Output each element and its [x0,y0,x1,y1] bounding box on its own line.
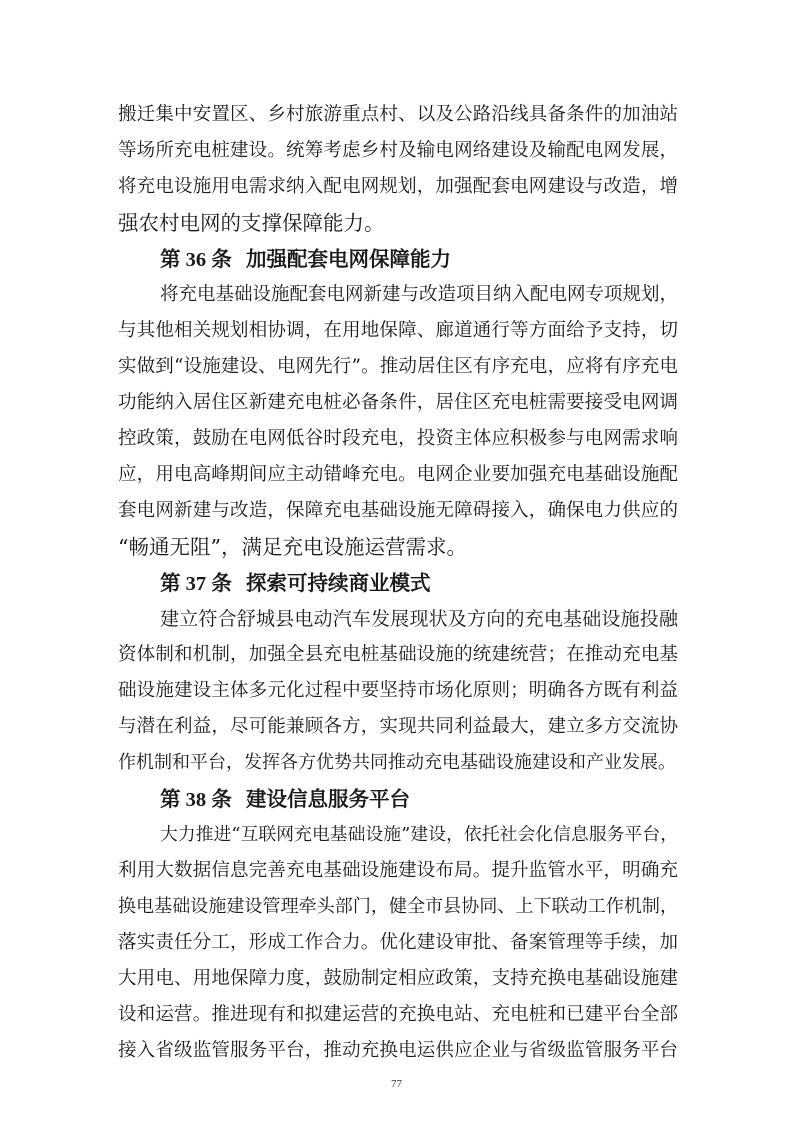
body-text-line: 资体制和机制，加强全县充电桩基础设施的统建统营；在推动充电基 [118,644,678,665]
article-number: 第 36 条 [160,249,232,271]
body-text-line: 应，用电高峰期间应主动错峰充电。电网企业要加强充电基础设施配 [118,464,678,485]
article-number: 第 38 条 [160,789,232,811]
body-text-line: 建立符合舒城县电动汽车发展现状及方向的充电基础设施投融 [160,608,678,630]
body-text-line: 础设施建设主体多元化过程中要坚持市场化原则；明确各方既有利益 [118,680,678,701]
body-text-line: 大用电、用地保障力度，鼓励制定相应政策，支持充换电基础设施建 [118,968,678,989]
body-text-line: “畅通无阻”，满足充电设施运营需求。 [118,535,467,559]
body-text-line: 换电基础设施建设管理牵头部门，健全市县协同、上下联动工作机制， [118,896,678,917]
body-text-line: 套电网新建与改造，保障充电基础设施无障碍接入，确保电力供应的 [118,500,678,521]
body-text-line: 强农村电网的支撑保障能力。 [118,211,385,235]
body-text-line: 大力推进“互联网充电基础设施”建设，依托社会化信息服务平台， [160,825,678,845]
body-text-line: 控政策，鼓励在电网低谷时段充电，投资主体应积极参与电网需求响 [118,428,678,449]
article-heading [160,784,410,815]
body-text-line: 作机制和平台，发挥各方优势共同推动充电基础设施建设和产业发展。 [118,752,676,773]
body-text-line: 利用大数据信息完善充电基础设施建设布局。提升监管水平，明确充 [118,860,678,881]
body-text-line: 接入省级监管服务平台，推动充换电运供应企业与省级监管服务平台 [118,1040,678,1061]
article-title: 探索可持续商业模式 [246,571,431,595]
body-text-line: 功能纳入居住区新建充电桩必备条件，居住区充电桩需要接受电网调 [118,392,678,413]
body-text-line: 设和运营。推进现有和拟建运营的充换电站、充电桩和已建平台全部 [118,1004,678,1025]
article-title: 加强配套电网保障能力 [246,247,452,271]
body-text-line: 将充电设施用电需求纳入配电网规划，加强配套电网建设与改造，增 [118,176,678,197]
page-number: 77 [391,1078,402,1090]
article-number: 第 37 条 [160,573,232,595]
body-text-line: 落实责任分工，形成工作合力。优化建设审批、备案管理等手续，加 [118,932,678,953]
article-heading [160,568,431,599]
body-text-line: 等场所充电桩建设。统筹考虑乡村及输电网络建设及输配电网发展， [118,140,678,161]
body-text-line: 将充电基础设施配套电网新建与改造项目纳入配电网专项规划， [160,284,679,305]
body-text-line: 与潜在利益，尽可能兼顾各方，实现共同利益最大，建立多方交流协 [118,716,678,737]
body-text-line: 搬迁集中安置区、乡村旅游重点村、以及公路沿线具备条件的加油站 [118,104,678,125]
article-title: 建设信息服务平台 [246,787,411,811]
article-heading [160,244,451,275]
body-text-line: 实做到“设施建设、电网先行”。推动居住区有序充电，应将有序充电 [118,356,678,377]
body-text-line: 与其他相关规划相协调，在用地保障、廊道通行等方面给予支持，切 [118,320,678,341]
